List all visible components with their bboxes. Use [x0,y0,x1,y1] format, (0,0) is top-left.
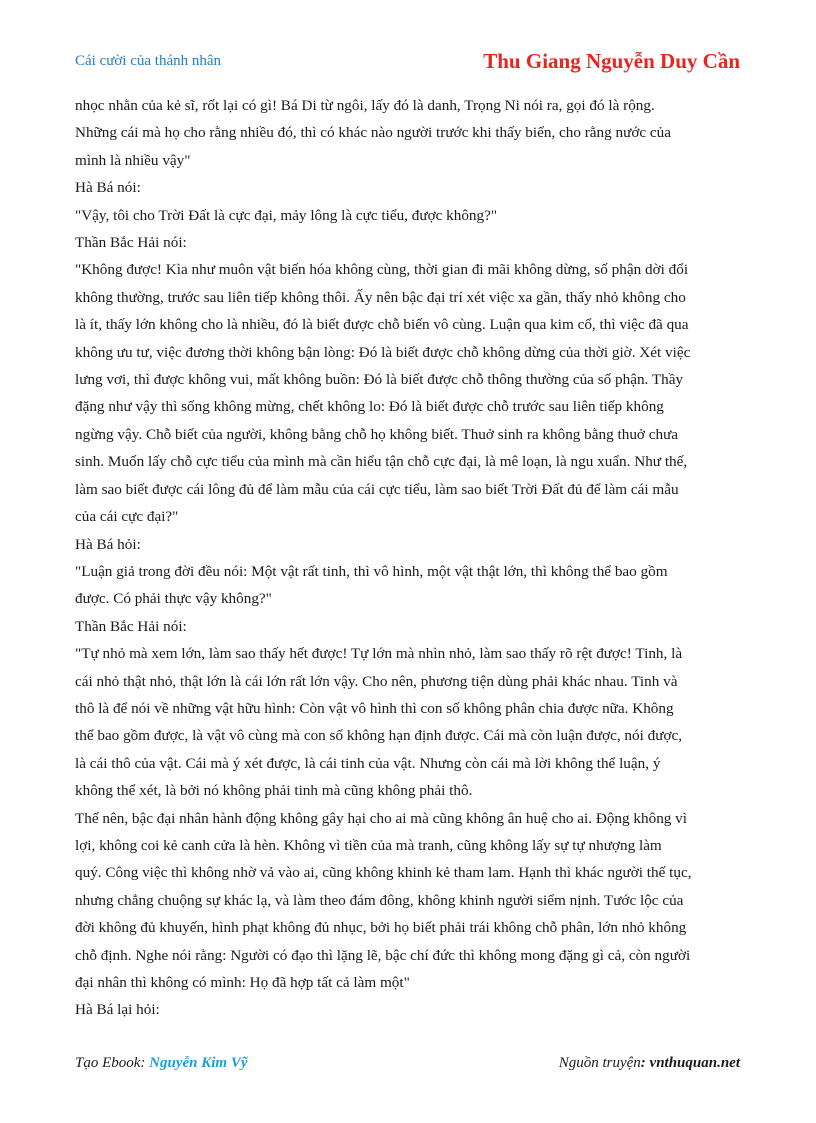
text-line: của cái cực đại?" [75,508,179,526]
header-author-name: Thu Giang Nguyễn Duy Cần [483,49,740,73]
text-line: "Không được! Kìa như muôn vật biến hóa không cùng, thời gian đi mãi không dừng, số phận dời đổi [75,261,689,279]
text-line: không thể xét, là bởi nó không phải tinh mà cũng không phải thô. [75,782,473,800]
footer-ebook-credit [75,1055,248,1072]
text-line: lưng vơi, thì được không vui, mất không buồn: Đó là biết được chỗ thông thường của số phận. Thầy [75,371,684,389]
text-line: nhọc nhằn của kẻ sĩ, rốt lại có gì! Bá Di từ ngôi, lấy đó là danh, Trọng Ni nói ra, gọi đó là rộng. [75,97,655,114]
text-line: cái nhỏ thật nhỏ, thật lớn là cái lớn rất lớn vậy. Cho nên, phương tiện dùng phải khác nhau. Tinh và [75,672,678,690]
text-line: Những cái mà họ cho rằng nhiều đó, thì có khác nào người trước khi thấy biển, cho rằng nước của [75,124,672,142]
footer-source-colon: : [640,1055,650,1071]
text-line: đại nhân thì không có mình: Họ đã hợp tất cả làm một" [75,974,410,991]
footer-source-label: Nguồn truyện [558,1055,641,1071]
text-line: đời không đủ khuyến, hình phạt không đủ nhục, bởi họ biết phải trái không chỗ phân, lớn nhỏ không [75,919,687,937]
footer-source-site: vnthuquan.net [649,1055,740,1071]
footer-colon: : [140,1055,150,1071]
text-line: không ưu tư, việc đương thời không bận lòng: Đó là biết được chỗ không dừng của thời giờ. Xét việc [75,343,691,361]
text-line: Thần Bắc Hải nói: [75,617,187,635]
text-line: lợi, không coi kẻ canh cửa là hèn. Không vì tiền của mà tranh, cũng không lấy sự tự nhượng làm [75,836,662,854]
body-text [75,92,743,1024]
text-line: làm sao biết được cái lông đủ để làm mẫu của cái cực tiểu, làm sao biết Trời Đất đủ để làm cái mẫu [75,480,679,498]
footer-ebook-author: Nguyễn Kim Vỹ [149,1055,248,1071]
text-line: "Vậy, tôi cho Trời Đất là cực đại, mảy lông là cực tiểu, được không?" [75,206,498,224]
text-line: quý. Công việc thì không nhờ vả vào ai, cũng không khinh kẻ tham lam. Hạnh thì khác người thế tục, [75,864,692,882]
text-line: là cái thô của vật. Cái mà ý xét được, là cái tinh của vật. Nhưng còn cái mà lời không thể luận, ý [75,754,661,772]
text-line: không thường, trước sau liên tiếp không thôi. Ấy nên bậc đại trí xét việc xa gần, thấy nhỏ không cho [75,288,686,306]
text-line: Hà Bá lại hỏi: [75,1001,160,1019]
text-line: đặng như vậy thì sống không mừng, chết không lo: Đó là biết được chỗ trước sau liên tiếp không [75,398,664,416]
footer-source-credit [559,1055,740,1072]
text-line: là ít, thấy lớn không cho là nhiều, đó là biết được chỗ biến vô cùng. Luận qua kim cổ, thì việc đã qua [75,316,689,334]
text-line: Thần Bắc Hải nói: [75,234,187,252]
text-line: "Tự nhỏ mà xem lớn, làm sao thấy hết được! Tự lớn mà nhìn nhỏ, làm sao thấy rõ rệt được! Tinh, là [75,645,683,663]
text-line: ngừng vậy. Chỗ biết của người, không bằng chỗ họ không biết. Thuở sinh ra không bằng thuở chưa [75,425,679,443]
text-line: nhưng chẳng chuộng sự khác lạ, và làm theo đám đông, không khinh người siểm nịnh. Tước lộc của [75,891,684,909]
text-line: thể bao gồm được, là vật vô cùng mà con số không hạn định được. Cái mà còn luận được, nói được, [75,727,683,745]
text-line: Hà Bá hỏi: [75,535,141,553]
text-line: mình là nhiều vậy" [75,151,191,169]
text-line: "Luận giả trong đời đều nói: Một vật rất tinh, thì vô hình, một vật thật lớn, thì không thể bao gồm [75,562,668,580]
text-line: thô là để nói về những vật hữu hình: Còn vật vô hình thì con số không phân chia được nữa. Không [75,699,674,717]
text-line: Hà Bá nói: [75,179,141,197]
text-line: được. Có phải thực vậy không?" [75,590,272,608]
text-line: sinh. Muốn lấy chỗ cực tiểu của mình mà cần hiểu tận chỗ cực đại, là mê loạn, là ngu xuẩn. Như thế, [75,453,688,471]
text-line: chỗ định. Nghe nói rằng: Người có đạo thì lặng lẽ, bậc chí đức thì không mong đặng gì cả, còn người [75,946,691,964]
text-line: Thế nên, bậc đại nhân hành động không gây hại cho ai mà cũng không ân huệ cho ai. Động không vì [75,809,687,827]
header-book-title: Cái cười của thánh nhân [75,53,222,69]
footer-ebook-label: Tạo Ebook [75,1055,141,1071]
